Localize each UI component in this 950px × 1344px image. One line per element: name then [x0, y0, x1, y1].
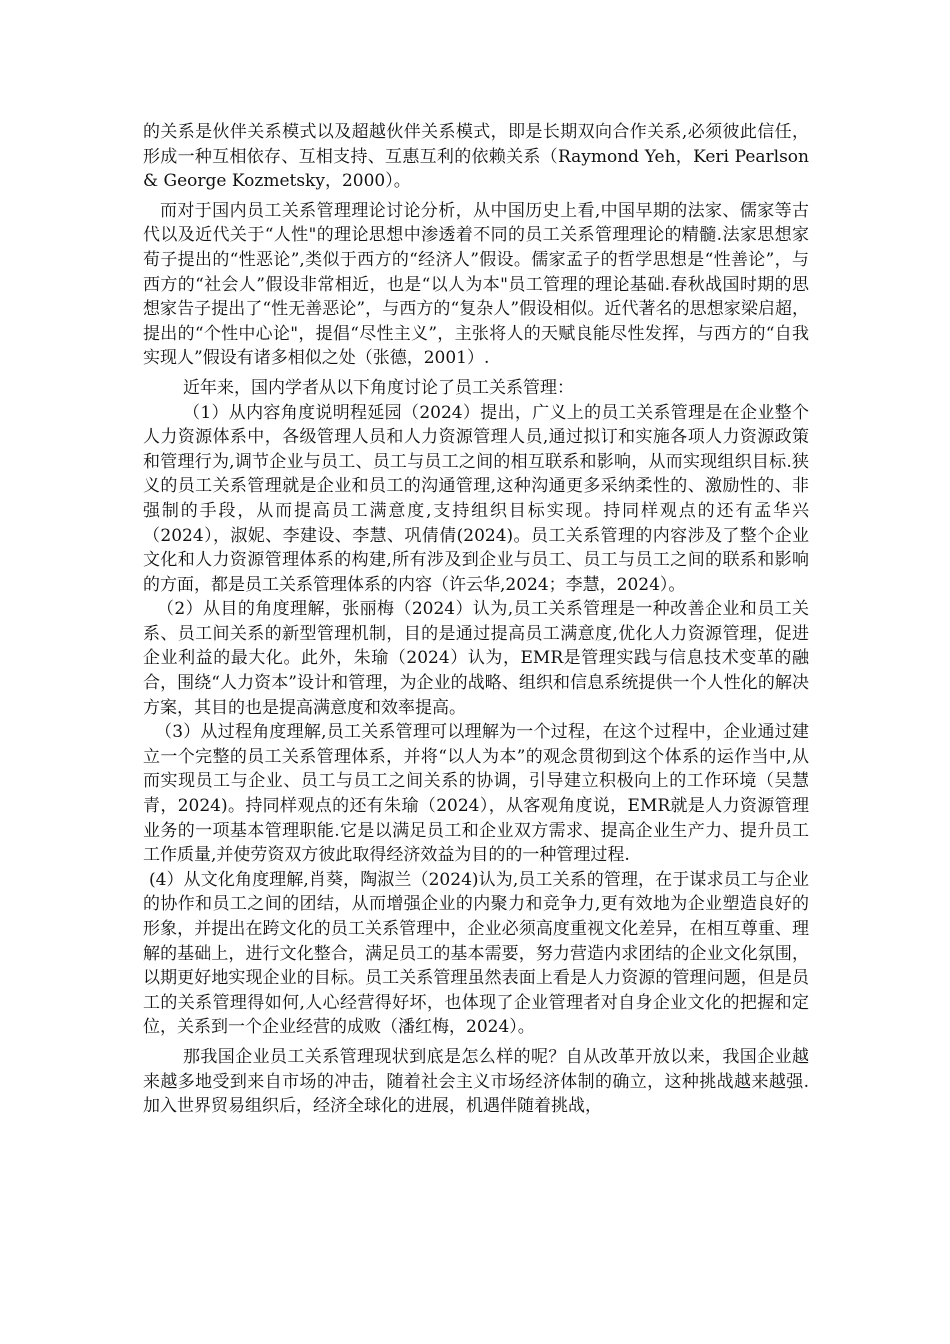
paragraph-recent-years: 近年来，国内学者从以下角度讨论了员工关系管理：	[183, 377, 574, 398]
body-text	[143, 120, 809, 1119]
paragraph-partnership: 的关系是伙伴关系模式以及超越伙伴关系模式，即是长期双向合作关系,必须彼此信任，形成一种互相依存、互相支持、互惠互利的依赖关系（Raymond Yeh，Keri Pearlson & George Kozmetsky，2000）。	[143, 122, 809, 192]
paragraph-purpose-perspective: （2）从目的角度理解，张丽梅（2024）认为,员工关系管理是一种改善企业和员工关系、员工间关系的新型管理机制，目的是通过提高员工满意度,优化人力资源管理，促进企业利益的最大化。此外，朱瑜（2024）认为，EMR是管理实践与信息技术变革的融合，围绕“人力资本”设计和管理，为企业的战略、组织和信息系统提供一个人性化的解决方案，其目的也是提高满意度和效率提高。	[143, 599, 809, 718]
paragraph-domestic-theory: 而对于国内员工关系管理理论讨论分析，从中国历史上看,中国早期的法家、儒家等古代以及近代关于“人性"的理论思想中渗透着不同的员工关系管理理论的精髓.法家思想家荀子提出的“性恶论”,类似于西方的“经济人”假设。儒家孟子的哲学思想是“性善论”，与西方的“社会人”假设非常相近，也是“以人为本"员工管理的理论基础.春秋战国时期的思想家告子提出了“性无善恶论”，与西方的“复杂人”假设相似。近代著名的思想家梁启超，提出的“个性中心论"，提倡“尽性主义”，主张将人的天赋良能尽性发挥，与西方的“自我实现人”假设有诸多相似之处（张德，2001）.	[143, 200, 809, 369]
paragraph-culture-perspective: (4）从文化角度理解,肖葵，陶淑兰（2024)认为,员工关系的管理，在于谋求员工与企业的协作和员工之间的团结，从而增强企业的内聚力和竞争力,更有效地为企业塑造良好的形象，并提出在跨文化的员工关系管理中，企业必须高度重视文化差异，在相互尊重、理解的基础上，进行文化整合，满足员工的基本需要，努力营造内求团结的企业文化氛围，以期更好地实现企业的目标。员工关系管理虽然表面上看是人力资源的管理问题，但是员工的关系管理得如何,人心经营得好坏，也体现了企业管理者对自身企业文化的把握和定位，关系到一个企业经营的成败（潘红梅，2024）。	[143, 869, 809, 1038]
paragraph-current-status: 那我国企业员工关系管理现状到底是怎么样的呢？自从改革开放以来，我国企业越来越多地受到来自市场的冲击，随着社会主义市场经济体制的确立，这种挑战越来越强.加入世界贸易组织后，经济全球化的进展，机遇伴随着挑战，	[143, 1046, 809, 1117]
paragraph-content-perspective: （1）从内容角度说明程延园（2024）提出，广义上的员工关系管理是在企业整个人力资源体系中，各级管理人员和人力资源管理人员,通过拟订和实施各项人力资源政策和管理行为,调节企业与员工、员工与员工之间的相互联系和影响，从而实现组织目标.狭义的员工关系管理就是企业和员工的沟通管理,这种沟通更多采纳柔性的、激励性的、非强制的手段，从而提高员工满意度,支持组织目标实现。持同样观点的还有孟华兴（2024），淑妮、李建设、李慧、巩倩倩(2024)。员工关系管理的内容涉及了整个企业文化和人力资源管理体系的构建,所有涉及到企业与员工、员工与员工之间的联系和影响的方面，都是员工关系管理体系的内容（许云华,2024；李慧，2024）。	[143, 402, 809, 595]
paragraph-process-perspective: （3）从过程角度理解,员工关系管理可以理解为一个过程，在这个过程中，企业通过建立一个完整的员工关系管理体系，并将“以人为本”的观念贯彻到这个体系的运作当中,从而实现员工与企业、员工与员工之间关系的协调，引导建立积极向上的工作环境（吴慧青，2024)。持同样观点的还有朱瑜（2024），从客观角度说，EMR就是人力资源管理业务的一项基本管理职能.它是以满足员工和企业双方需求、提高企业生产力、提升员工工作质量,并使劳资双方彼此取得经济效益为目的的一种管理过程.	[143, 722, 809, 866]
